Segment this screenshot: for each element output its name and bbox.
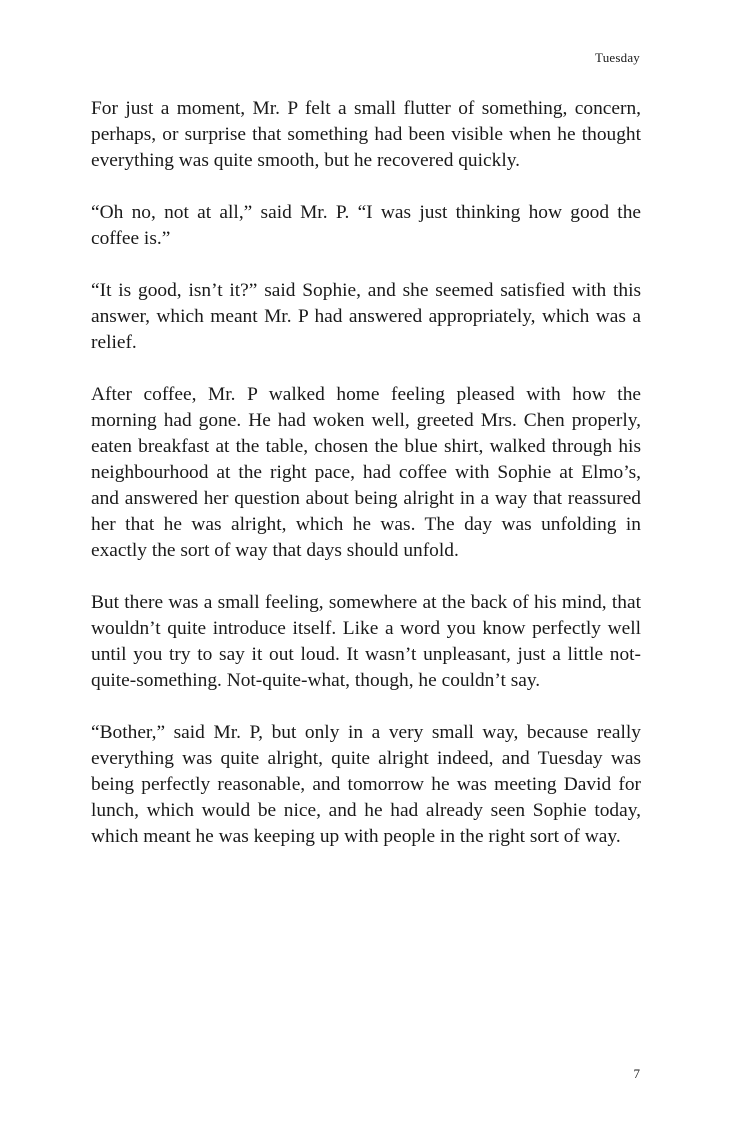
page-number: 7 [633, 1066, 640, 1081]
paragraph-2: “Oh no, not at all,” said Mr. P. “I was just thinking how good the coffee is.” [91, 202, 641, 249]
paragraph-5: But there was a small feeling, somewhere at the back of his mind, that wouldn’t quite introduce itself. Like a word you know perfectly well until you try to say it out loud. It wasn’t unpleasant, just a little not-quite-something. Not-quite-what, though, he couldn’t say. [91, 592, 641, 691]
paragraph-3: “It is good, isn’t it?” said Sophie, and she seemed satisfied with this answer, which meant Mr. P had answered appropriately, which was a relief. [91, 280, 641, 353]
paragraph-1: For just a moment, Mr. P felt a small flutter of something, concern, perhaps, or surprise that something had been visible when he thought everything was quite smooth, but he recovered quickly. [91, 98, 641, 171]
body-text [91, 96, 641, 876]
paragraph-6: “Bother,” said Mr. P, but only in a very small way, because really everything was quite alright, quite alright indeed, and Tuesday was being perfectly reasonable, and tomorrow he was meeting David for lunch, which would be nice, and he had already seen Sophie today, which meant he was keeping up with people in the right sort of way. [91, 722, 641, 847]
running-head: Tuesday [595, 50, 640, 65]
paragraph-4: After coffee, Mr. P walked home feeling pleased with how the morning had gone. He had woken well, greeted Mrs. Chen properly, eaten breakfast at the table, chosen the blue shirt, walked through his neighbourhood at the right pace, had coffee with Sophie at Elmo’s, and answered her question about being alright in a way that reassured her that he was alright, which he was. The day was unfolding in exactly the sort of way that days should unfold. [91, 384, 641, 561]
